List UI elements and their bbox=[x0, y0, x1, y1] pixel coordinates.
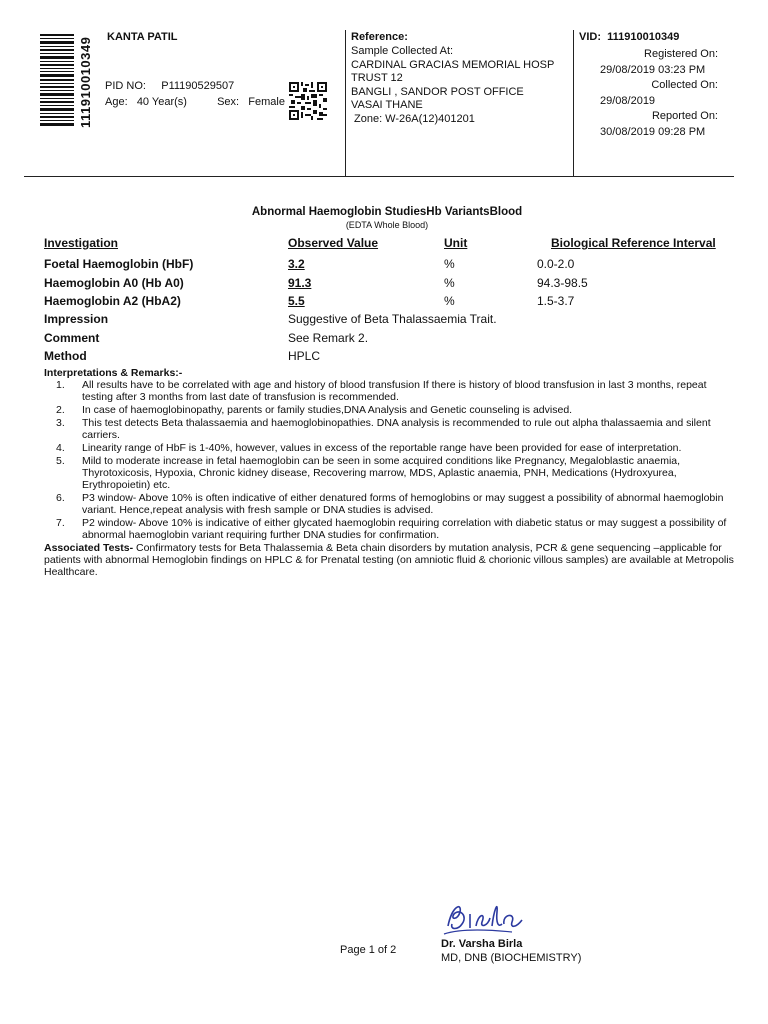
page-number: Page 1 of 2 bbox=[340, 944, 397, 956]
header-divider-1 bbox=[345, 30, 346, 176]
remarks-heading: Interpretations & Remarks:- bbox=[44, 367, 183, 379]
list-item bbox=[44, 517, 734, 541]
collected-value: 29/08/2019 bbox=[600, 94, 656, 107]
address-line-4: VASAI THANE bbox=[351, 99, 423, 111]
remark-text: This test detects Beta thalassaemia and haemoglobinopathies. DNA analysis is recommended to rule out alpha thalassaemia and silent carriers. bbox=[82, 417, 711, 441]
reported-label: Reported On: bbox=[651, 110, 718, 122]
remarks-section bbox=[44, 367, 734, 578]
reference-block bbox=[351, 45, 554, 126]
method-label: Method bbox=[44, 349, 87, 363]
header-unit: Unit bbox=[444, 236, 468, 250]
list-item bbox=[44, 442, 734, 454]
row-name-hba0: Haemoglobin A0 (Hb A0) bbox=[44, 276, 184, 290]
address-line-3: BANGLI , SANDOR POST OFFICE bbox=[351, 85, 524, 98]
pid-label: PID NO: bbox=[105, 80, 146, 92]
row-unit-hbf: % bbox=[444, 257, 455, 271]
remark-text: P3 window- Above 10% is often indicative of either denatured forms of hemoglobins or may suggest a possibility of abnormal haemoglobin variant. Hence,repeat analysis with fresh sample or DNA studies is advised. bbox=[82, 492, 724, 516]
vid-row bbox=[579, 31, 679, 43]
doctor-qualification: MD, DNB (BIOCHEMISTRY) bbox=[441, 952, 582, 964]
reported-value: 30/08/2019 09:28 PM bbox=[600, 125, 706, 138]
registered-value: 29/08/2019 03:23 PM bbox=[600, 63, 706, 76]
list-item bbox=[44, 417, 734, 441]
remark-number: 6. bbox=[56, 492, 65, 504]
pid-row bbox=[105, 80, 234, 92]
remark-number: 5. bbox=[56, 455, 65, 467]
list-item bbox=[44, 379, 734, 403]
comment-label: Comment bbox=[44, 331, 100, 345]
remark-text: P2 window- Above 10% is indicative of either glycated haemoglobin requiring correlation with diabetic status or may suggest a possibility of abnormal haemoglobin variant requiring further DNA studies for confirmation. bbox=[82, 517, 727, 541]
barcode-number: 111910010349 bbox=[78, 36, 93, 128]
comment-value: See Remark 2. bbox=[288, 331, 369, 345]
age-sex-row bbox=[105, 96, 285, 108]
dates-block bbox=[579, 47, 718, 140]
header-bottom-rule bbox=[24, 176, 734, 177]
row-value-hba0: 91.3 bbox=[288, 276, 312, 290]
remark-text: In case of haemoglobinopathy, parents or family studies,DNA Analysis and Genetic counseling is advised. bbox=[82, 404, 573, 416]
remark-text: All results have to be correlated with age and history of blood transfusion If there is history of blood transfusion in last 3 months, repeat testing after 3 months from last date of transfusion is recommended. bbox=[82, 379, 707, 403]
row-value-hbf: 3.2 bbox=[288, 257, 305, 271]
impression-label: Impression bbox=[44, 312, 109, 326]
vid-value: 111910010349 bbox=[607, 31, 680, 43]
list-item bbox=[44, 492, 734, 516]
row-name-hba2: Haemoglobin A2 (HbA2) bbox=[44, 294, 181, 308]
header-observed: Observed Value bbox=[288, 236, 379, 250]
remarks-list bbox=[44, 379, 734, 541]
remark-number: 2. bbox=[56, 404, 65, 416]
remark-number: 4. bbox=[56, 442, 65, 454]
row-unit-hba2: % bbox=[444, 294, 455, 308]
method-value: HPLC bbox=[288, 349, 321, 363]
row-unit-hba0: % bbox=[444, 276, 455, 290]
qr-code-icon bbox=[289, 82, 327, 120]
header-investigation: Investigation bbox=[44, 236, 119, 250]
barcode bbox=[40, 34, 74, 126]
row-value-hba2: 5.5 bbox=[288, 294, 305, 308]
row-range-hba0: 94.3-98.5 bbox=[537, 276, 588, 290]
report-subtitle: (EDTA Whole Blood) bbox=[345, 220, 429, 230]
associated-text: Confirmatory tests for Beta Thalassemia & Beta chain disorders by mutation analysis, PCR & gene sequencing –applicable for patients with abnormal Hemoglobin findings on HPLC & for Prenatal testing (on amniotic fluid & chorionic villous samples) are available at Metropolis Healthcare. bbox=[44, 542, 734, 578]
patient-name: KANTA PATIL bbox=[107, 31, 178, 43]
reference-label: Reference: bbox=[351, 31, 408, 43]
address-line-1: CARDINAL GRACIAS MEMORIAL HOSP bbox=[351, 58, 555, 71]
remark-number: 1. bbox=[56, 379, 65, 391]
row-range-hbf: 0.0-2.0 bbox=[537, 257, 575, 271]
zone: Zone: W-26A(12)401201 bbox=[354, 112, 475, 125]
list-item bbox=[44, 404, 734, 416]
age-value: 40 Year(s) bbox=[136, 96, 187, 108]
address-line-2: TRUST 12 bbox=[351, 72, 403, 84]
associated-label: Associated Tests- bbox=[44, 542, 134, 554]
remark-number: 7. bbox=[56, 517, 65, 529]
associated-tests bbox=[44, 542, 734, 578]
remark-number: 3. bbox=[56, 417, 65, 429]
collected-label: Collected On: bbox=[651, 79, 718, 91]
header-reference: Biological Reference Interval bbox=[551, 236, 716, 250]
doctor-name: Dr. Varsha Birla bbox=[441, 938, 523, 950]
sample-collected-at: Sample Collected At: bbox=[351, 45, 454, 57]
signature bbox=[442, 896, 526, 940]
impression-value: Suggestive of Beta Thalassaemia Trait. bbox=[288, 312, 497, 326]
list-item bbox=[44, 455, 734, 491]
row-name-hbf: Foetal Haemoglobin (HbF) bbox=[44, 257, 194, 271]
remark-text: Linearity range of HbF is 1-40%, however, values in excess of the reportable range have been provided for ease of interpretation. bbox=[82, 442, 682, 454]
report-title: Abnormal Haemoglobin StudiesHb VariantsBlood bbox=[251, 206, 523, 218]
remark-text: Mild to moderate increase in fetal haemoglobin can be seen in some acquired conditions like Pregnancy, Megaloblastic anaemia, Thyrotoxicosis, Hypoxia, Chronic kidney disease, Recovering marrow, MDS, Aplastic anaemia, PNH, Medications (Hydroxyurea, Erythropoietin) etc. bbox=[82, 455, 681, 491]
sex-value: Female bbox=[248, 96, 285, 108]
header-divider-2 bbox=[573, 30, 574, 176]
pid-value: P11190529507 bbox=[161, 80, 235, 92]
age-label: Age: bbox=[105, 96, 128, 108]
row-range-hba2: 1.5-3.7 bbox=[537, 294, 575, 308]
vid-label: VID: bbox=[579, 31, 601, 43]
registered-label: Registered On: bbox=[644, 48, 718, 60]
sex-label: Sex: bbox=[217, 96, 240, 108]
